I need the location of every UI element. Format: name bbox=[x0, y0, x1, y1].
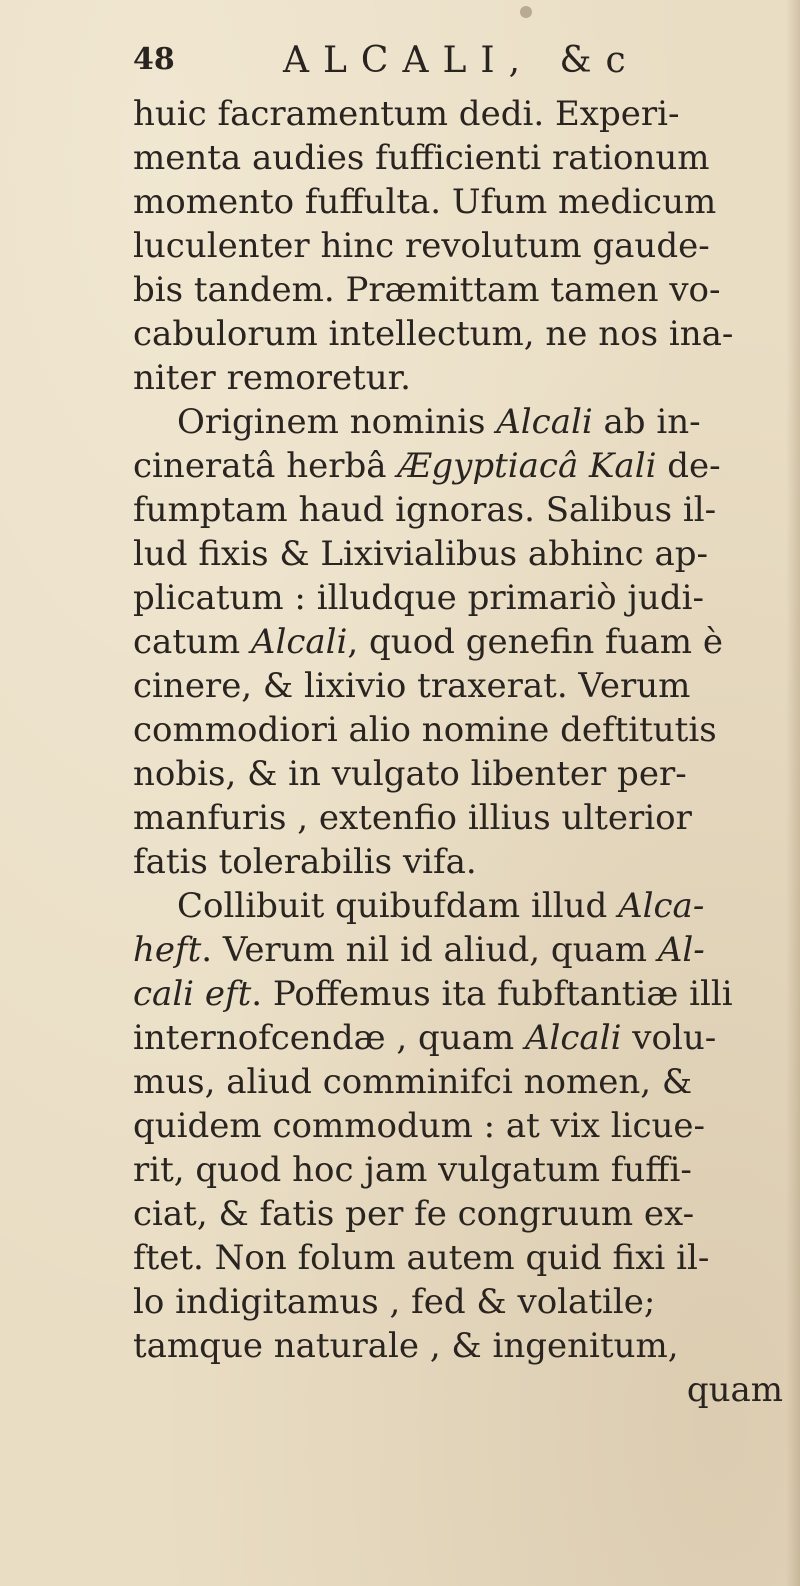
text-segment: Collibuit quibufdam illud bbox=[177, 886, 619, 926]
text-line: ftet. Non folum autem quid fixi il- bbox=[133, 1238, 710, 1278]
text-line: tamque naturale , & ingenitum, bbox=[133, 1326, 679, 1366]
text-line bbox=[133, 444, 785, 488]
catchword: quam bbox=[686, 1370, 783, 1410]
text-line: huic facramentum dedi. Experi- bbox=[133, 94, 680, 134]
italic-term: Ægyptiacâ Kali bbox=[397, 446, 657, 486]
text-line bbox=[133, 620, 785, 664]
text-line: manfuris , extenfio illius ulterior bbox=[133, 798, 692, 838]
italic-term: Alcali bbox=[250, 622, 348, 662]
text-line: rit, quod hoc jam vulgatum fuffi- bbox=[133, 1150, 692, 1190]
italic-term: Alcali bbox=[496, 402, 593, 442]
text-segment: volu- bbox=[621, 1018, 717, 1058]
text-line: ciat, & fatis per fe congruum ex- bbox=[133, 1194, 695, 1234]
italic-term: Alca- bbox=[618, 886, 705, 926]
italic-term: Al- bbox=[657, 930, 705, 970]
text-line: momento fuffulta. Ufum medicum bbox=[133, 182, 717, 222]
text-line: luculenter hinc revolutum gaude- bbox=[133, 226, 710, 266]
text-segment: Originem nominis bbox=[177, 402, 497, 442]
italic-term: heft bbox=[133, 930, 202, 970]
running-head-title: ALCALI, &c bbox=[283, 40, 640, 81]
text-line: fatis tolerabilis vifa. bbox=[133, 842, 477, 882]
text-line bbox=[133, 884, 785, 928]
text-line: cinere, & lixivio traxerat. Verum bbox=[133, 666, 691, 706]
text-line: quidem commodum : at vix licue- bbox=[133, 1106, 706, 1146]
text-line bbox=[133, 1016, 785, 1060]
running-head bbox=[133, 40, 753, 90]
text-segment: , quod genefin fuam è bbox=[347, 622, 723, 662]
ink-spot bbox=[520, 6, 532, 18]
text-line: cabulorum intellectum, ne nos ina- bbox=[133, 314, 734, 354]
text-segment: catum bbox=[133, 622, 251, 662]
text-line: fumptam haud ignoras. Salibus il- bbox=[133, 490, 717, 530]
text-line: lo indigitamus , fed & volatile; bbox=[133, 1282, 656, 1322]
page-edge-shadow bbox=[786, 0, 800, 1586]
text-segment: internofcendæ , quam bbox=[133, 1018, 525, 1058]
text-line bbox=[133, 972, 785, 1016]
text-segment: . Verum nil id aliud, quam bbox=[201, 930, 658, 970]
page-number: 48 bbox=[133, 42, 175, 77]
text-line: commodiori alio nomine deftitutis bbox=[133, 710, 717, 750]
text-line: lud fixis & Lixivialibus abhinc ap- bbox=[133, 534, 708, 574]
body-text bbox=[133, 92, 785, 1412]
text-line: nobis, & in vulgato libenter per- bbox=[133, 754, 687, 794]
text-segment: de- bbox=[656, 446, 721, 486]
text-line: niter remoretur. bbox=[133, 358, 411, 398]
text-line: plicatum : illudque primariò judi- bbox=[133, 578, 704, 618]
text-line bbox=[133, 400, 785, 444]
text-segment: . Poffemus ita fubftantiæ illi bbox=[251, 974, 733, 1014]
italic-term: cali eft bbox=[133, 974, 252, 1014]
text-line: bis tandem. Præmittam tamen vo- bbox=[133, 270, 721, 310]
text-segment: ab in- bbox=[592, 402, 701, 442]
text-line bbox=[133, 928, 785, 972]
italic-term: Alcali bbox=[524, 1018, 622, 1058]
text-segment: cineratâ herbâ bbox=[133, 446, 398, 486]
text-line: menta audies fufficienti rationum bbox=[133, 138, 710, 178]
text-line: mus, aliud comminifci nomen, & bbox=[133, 1062, 693, 1102]
